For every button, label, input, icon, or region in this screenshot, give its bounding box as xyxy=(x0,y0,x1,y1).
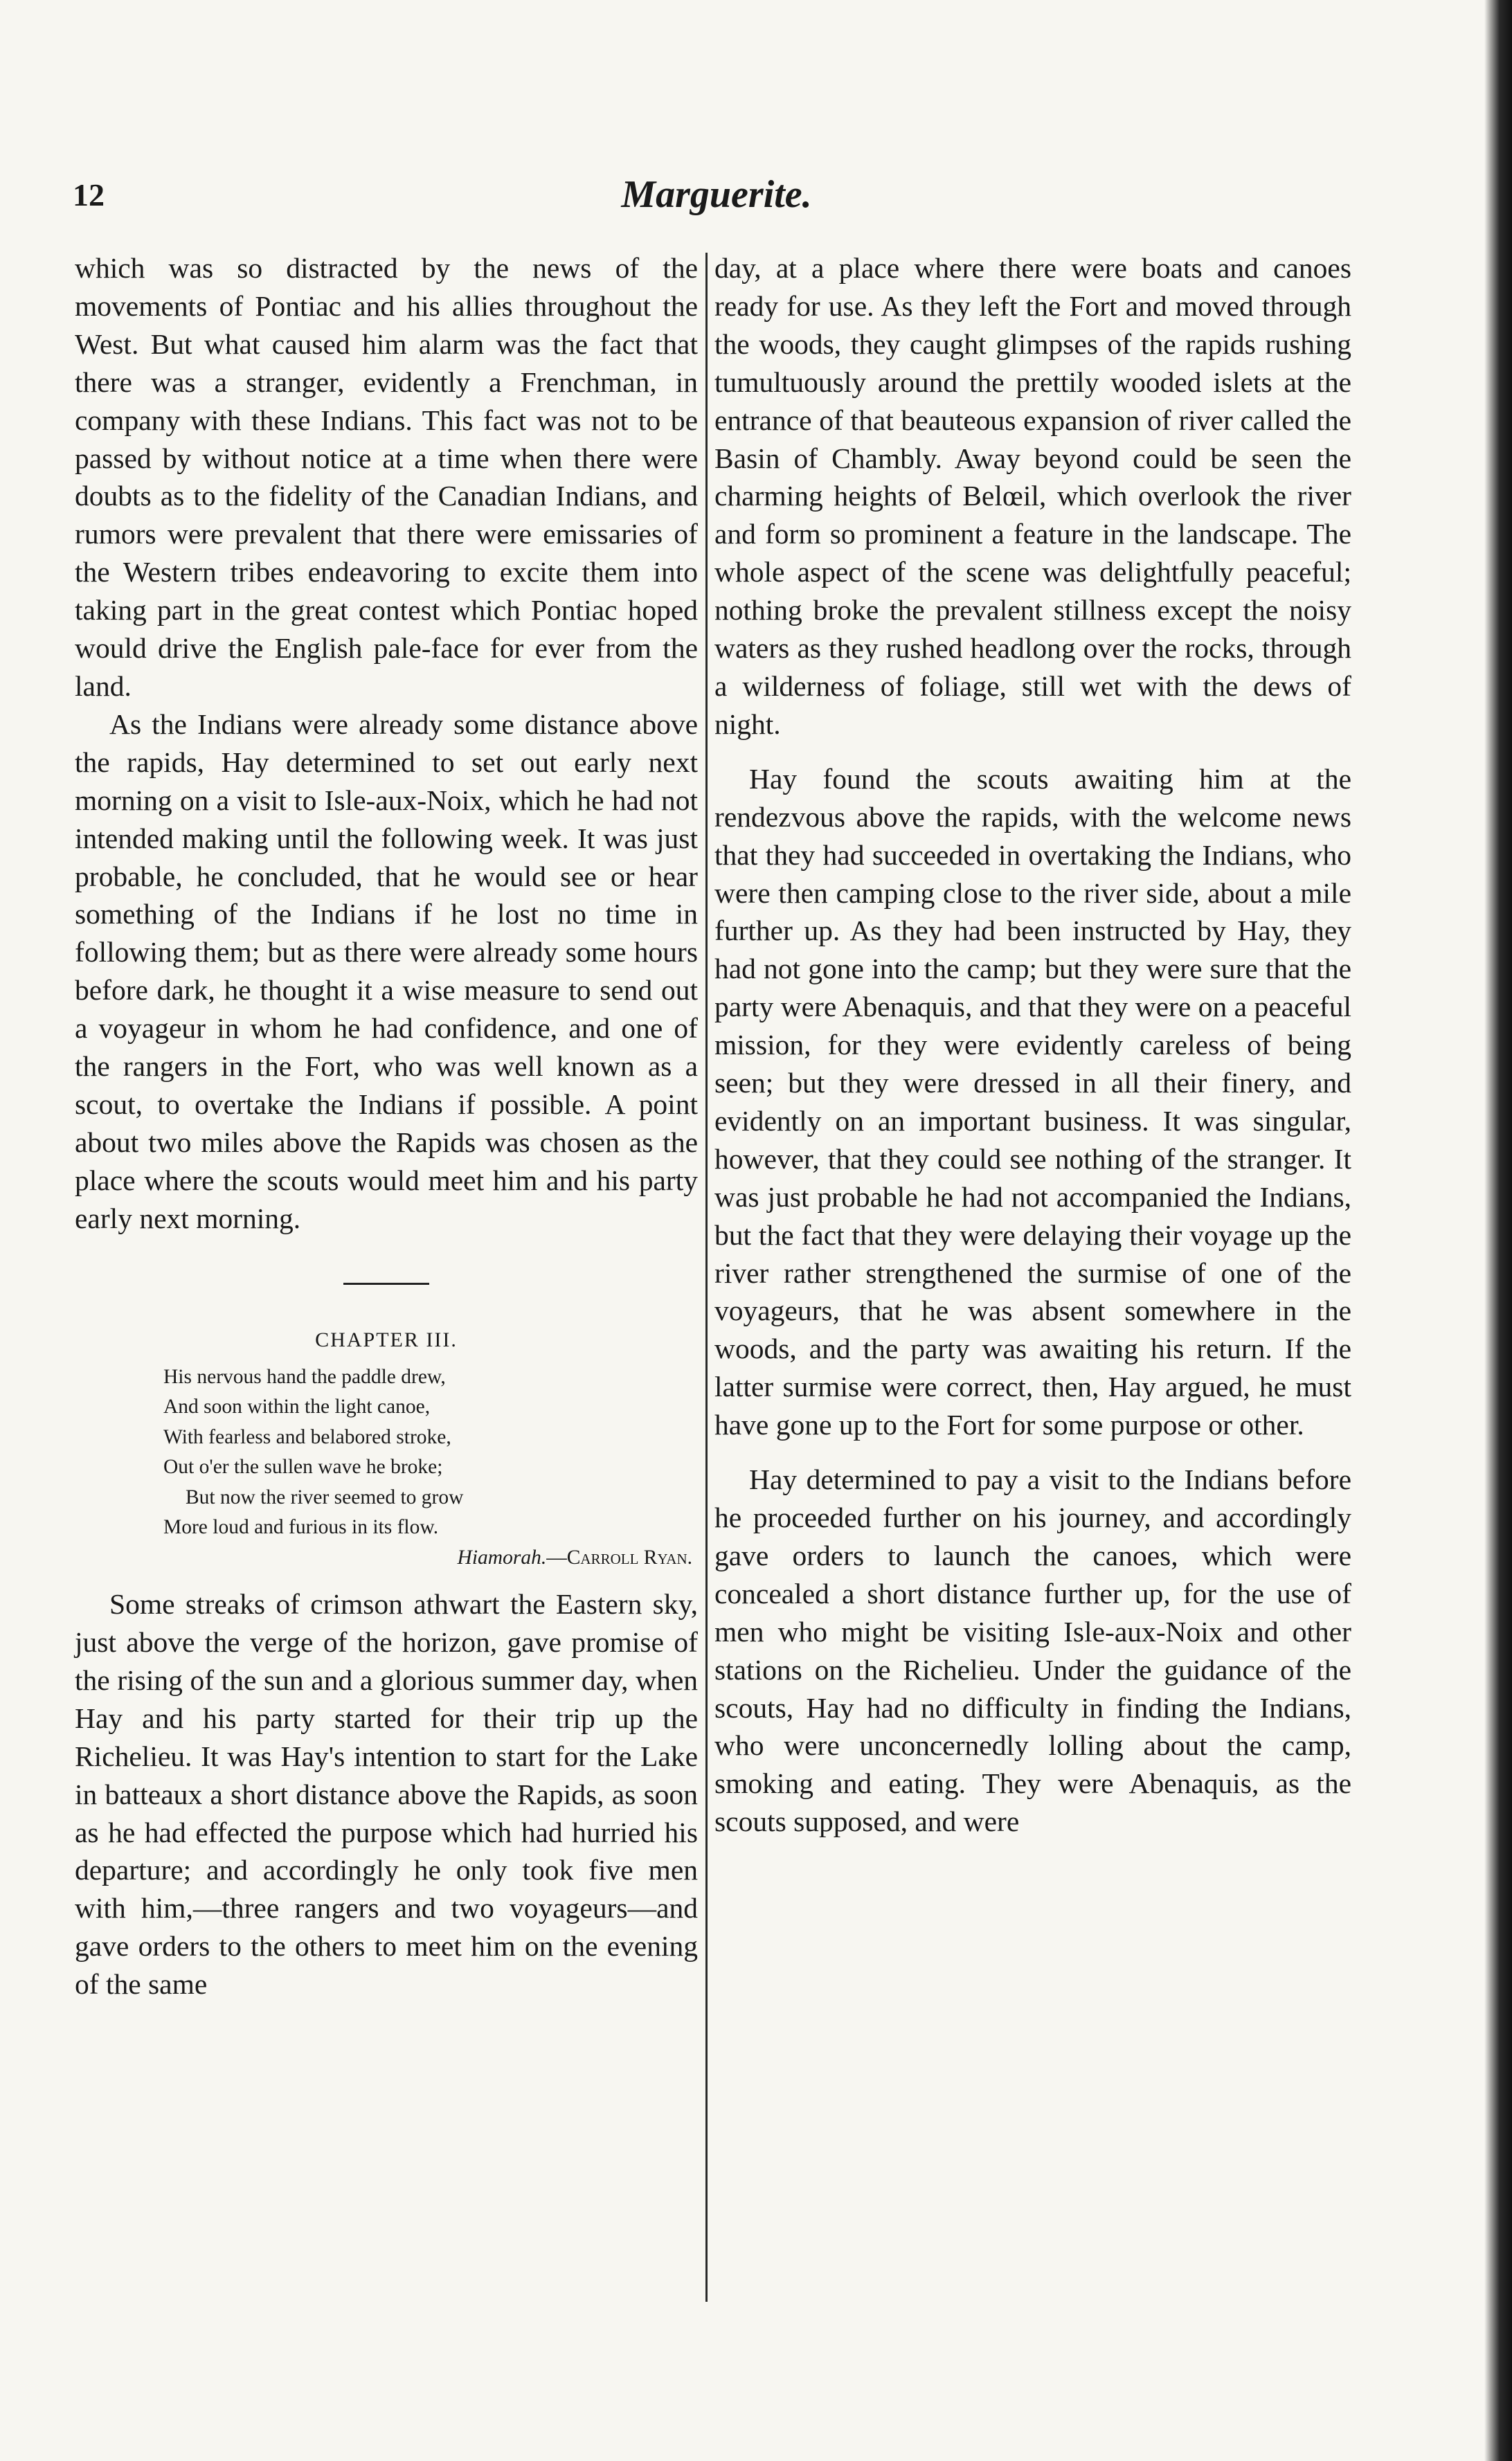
column-divider xyxy=(705,253,708,2302)
running-title: Marguerite. xyxy=(621,173,812,216)
poem-line: But now the river seemed to grow xyxy=(186,1486,464,1508)
page-edge-shadow xyxy=(1484,0,1512,2461)
epigraph-attribution xyxy=(75,1543,698,1574)
right-paragraph-2: Hay found the scouts awaiting him at the rendezvous above the rapids, with the welcome news that they had succeeded in overtaking the Indians, who were then camping close to the river side, about a mile further up. As they had been instructed by Hay, they had not gone into the camp; but they were sure that the party were Abenaquis, and that they were on a peaceful mission, for they were evidently careless of being seen; but they were dressed in all their finery, and evidently on an important business. It was singular, however, that they could see nothing of the stranger. It was just probable he had not accompanied the Indians, but the fact that they were delaying their voyage up the river rather strengthened the surmise of one of the voyageurs, that he was absent somewhere in the woods, and the party was awaiting his return. If the latter surmise were correct, then, Hay argued, he must have gone up to the Fort for some purpose or other. xyxy=(714,762,1351,1441)
page-number: 12 xyxy=(73,177,105,213)
poem-line: Out o'er the sullen wave he broke; xyxy=(163,1456,443,1479)
poem-line: More loud and furious in its flow. xyxy=(163,1516,439,1539)
right-column xyxy=(714,249,1351,1841)
left-column xyxy=(75,249,698,2003)
chapter-heading: CHAPTER III. xyxy=(315,1328,458,1351)
poem-line: With fearless and belabored stroke, xyxy=(163,1425,451,1448)
right-paragraph-1: day, at a place where there were boats and canoes ready for use. As they left the Fort and moved through the woods, they caught glimpses of the rapids rushing tumultuously around the prettily wooded islets at the entrance of that beauteous expansion of river called the Basin of Chambly. Away beyond could be seen the charming heights of Belœil, which overlook the river and form so prominent a feature in the landscape. The whole aspect of the scene was delightfully peaceful; nothing broke the prevalent stillness except the noisy waters as they rushed headlong over the rocks, through a wilderness of foliage, still wet with the dews of night. xyxy=(714,252,1351,740)
left-paragraph-2: As the Indians were already some distance above the rapids, Hay determined to set out early next morning on a visit to Isle-aux-Noix, which he had not intended making until the following week. It was just probable, he concluded, that he would see or hear something of the Indians if he lost no time in following them; but as there were already some hours before dark, he thought it a wise measure to send out a voyageur in whom he had confidence, and one of the rangers in the Fort, who was well known as a scout, to overtake the Indians if possible. A point about two miles above the Rapids was chosen as the place where the scouts would meet him and his party early next morning. xyxy=(75,707,698,1234)
right-paragraph-3: Hay determined to pay a visit to the Indians before he proceeded further on his journey, and accordingly gave orders to launch the canoes, which were concealed a short distance further up, for the use of men who might be visiting Isle-aux-Noix and other stations on the Richelieu. Under the guidance of the scouts, Hay had no difficulty in finding the Indians, who were unconcernedly lolling about the camp, smoking and eating. They were Abenaquis, as the scouts supposed, and were xyxy=(714,1463,1351,1838)
page-header xyxy=(73,173,1360,232)
poem-line: His nervous hand the paddle drew, xyxy=(163,1365,446,1388)
left-paragraph-3: Some streaks of crimson athwart the Eastern sky, just above the verge of the horizon, gave promise of the rising of the sun and a glorious summer day, when Hay and his party started for their trip up the Richelieu. It was Hay's intention to start for the Lake in batteaux a short distance above the Rapids, as soon as he had effected the purpose which had hurried his departure; and accordingly he only took five men with him,—three rangers and two voyageurs—and gave orders to the others to meet him on the evening of the same xyxy=(75,1588,698,2001)
poem-line: And soon within the light canoe, xyxy=(163,1396,431,1418)
epigraph-source-author: —Carroll Ryan. xyxy=(546,1546,692,1569)
epigraph-poem xyxy=(75,1362,698,1543)
left-paragraph-1: which was so distracted by the news of the movements of Pontiac and his allies throughout the West. But what caused him alarm was the fact that there was a stranger, evidently a Frenchman, in company with these Indians. This fact was not to be passed by without notice at a time when there were doubts as to the fidelity of the Canadian Indians, and rumors were prevalent that there were emissaries of the Western tribes endeavoring to excite them into taking part in the great contest which Pontiac hoped would drive the English pale-face for ever from the land. xyxy=(75,252,698,702)
section-divider-rule xyxy=(343,1283,429,1285)
epigraph-source-work: Hiamorah. xyxy=(457,1546,547,1569)
